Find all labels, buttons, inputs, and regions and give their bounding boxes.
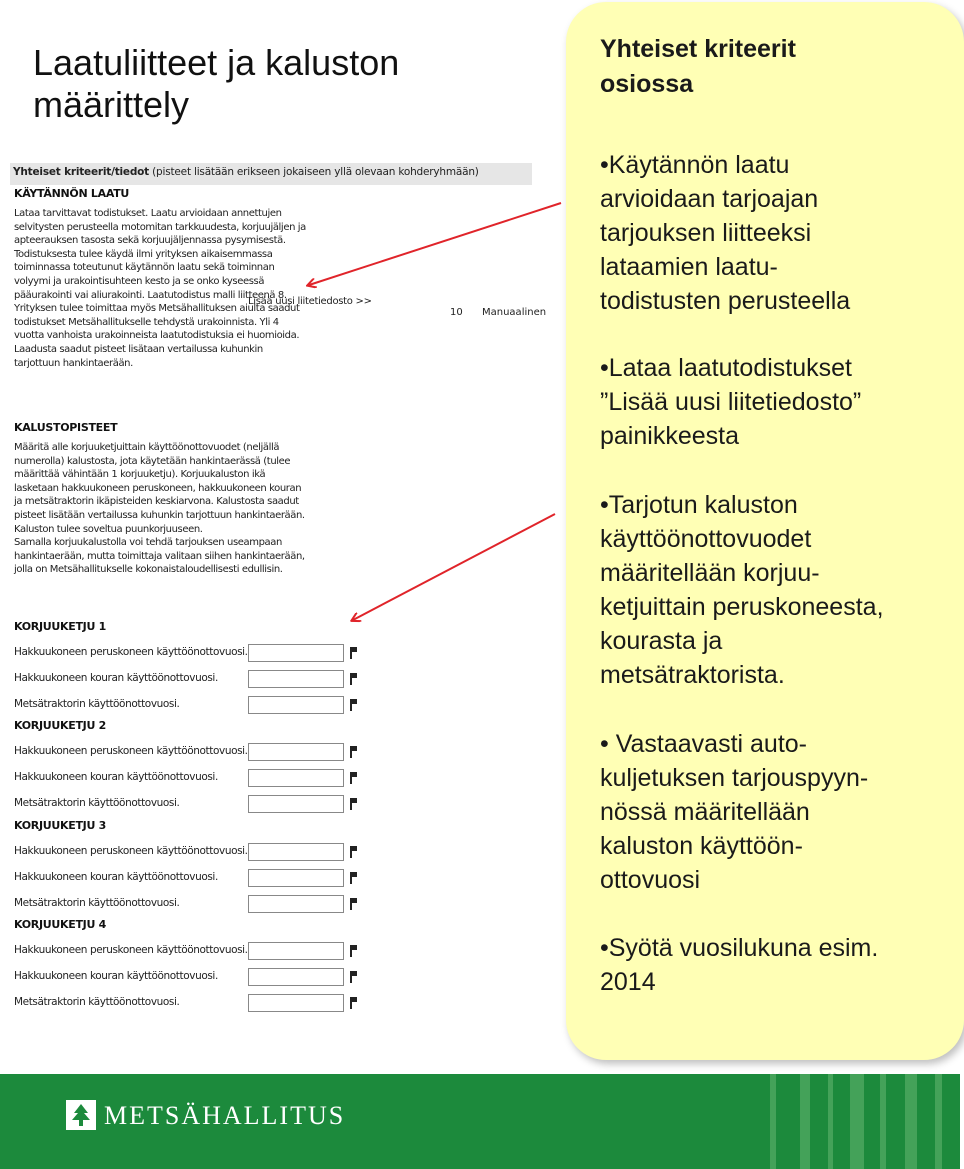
year-input[interactable] xyxy=(248,743,344,761)
callout-bullet-line: ”Lisää uusi liitetiedosto” xyxy=(600,388,862,416)
quality-text-line: Laadusta saadut pisteet lisätaan vertailussa kuhunkin xyxy=(14,343,263,355)
chain-title: KORJUUKETJU 4 xyxy=(14,918,106,931)
year-input[interactable] xyxy=(248,869,344,887)
year-input[interactable] xyxy=(248,769,344,787)
equipment-text-line: määrittää vähintään 1 korjuuketju). Korjuukaluston ikä xyxy=(14,469,266,481)
callout-bullet-line: arvioidaan tarjoajan xyxy=(600,185,819,213)
chain-row-label: Hakkuukoneen kouran käyttöönottovuosi. xyxy=(14,672,218,684)
flag-icon xyxy=(349,673,358,685)
quality-text-line: selvitysten perusteella motomitan tarkkuudesta, korjuujäljen ja xyxy=(14,221,306,233)
flag-icon xyxy=(349,997,358,1009)
callout-bullet-line: käyttöönottovuodet xyxy=(600,525,812,553)
equipment-text-line: lasketaan hakkuukoneen peruskoneen, hakkuukoneen kouran xyxy=(14,482,302,494)
callout-bullet-line: nössä määritellään xyxy=(600,798,810,826)
year-input[interactable] xyxy=(248,843,344,861)
callout-bullet-line: ottovuosi xyxy=(600,866,701,894)
flag-icon xyxy=(349,945,358,957)
callout-bullet-line: kourasta ja xyxy=(600,627,723,655)
year-input[interactable] xyxy=(248,895,344,913)
callout-bullet xyxy=(600,931,950,999)
callout-bullet-line: kuljetuksen tarjouspyyn- xyxy=(600,764,869,792)
chain-row-label: Hakkuukoneen peruskoneen käyttöönottovuosi. xyxy=(14,646,248,658)
quality-text-line: volyymi ja urakointisuhteen kesto ja se onko kyseessä xyxy=(14,275,265,287)
slide-title-line-1: Laatuliitteet ja kaluston xyxy=(33,42,400,83)
quality-text-line: tarjottuun hankintaerään. xyxy=(14,357,133,369)
callout-bullet-line: metsätraktorista. xyxy=(600,661,785,689)
equipment-text-line: Kaluston tulee soveltua puunkorjuuseen. xyxy=(14,523,203,535)
chain-title: KORJUUKETJU 2 xyxy=(14,719,106,732)
quality-text-line: Yrityksen tulee toimittaa myös Metsähallituksen aiulta saadut xyxy=(14,303,300,315)
chain-row-label: Metsätraktorin käyttöönottovuosi. xyxy=(14,897,180,909)
flag-icon xyxy=(349,898,358,910)
callout-bullet xyxy=(600,148,950,318)
callout-bullet xyxy=(600,351,950,453)
chain-title: KORJUUKETJU 1 xyxy=(14,620,106,633)
callout-title: Yhteiset kriteerit osiossa xyxy=(600,35,796,98)
equipment-text-line: pisteet lisätään vertailussa kuhunkin tarjottuun hankintaerään. xyxy=(14,509,305,521)
info-callout xyxy=(566,2,964,1060)
callout-bullet-line: kaluston käyttöön- xyxy=(600,832,803,860)
slide-title-line-2: määrittely xyxy=(33,84,190,125)
year-input[interactable] xyxy=(248,670,344,688)
equipment-text-line: Määritä alle korjuuketjuittain käyttöönottovuodet (neljällä xyxy=(14,442,280,453)
callout-bullet-line: tarjouksen liitteeksi xyxy=(600,219,812,247)
points-note: Manuaalinen xyxy=(482,307,547,318)
quality-text-line: apteerauksen tasosta sekä korjuujäljennassa pysymisestä. xyxy=(14,235,286,247)
flag-icon xyxy=(349,971,358,983)
section-quality-title: KÄYTÄNNÖN LAATU xyxy=(14,187,130,200)
equipment-text-line: jolla on Metsähallitukselle kokonaistaloudellisesti edullisin. xyxy=(14,564,283,576)
form-header-title: Yhteiset kriteerit/tiedot xyxy=(13,166,150,178)
chain-row-label: Hakkuukoneen kouran käyttöönottovuosi. xyxy=(14,771,218,783)
year-input[interactable] xyxy=(248,994,344,1012)
chain-row-label: Metsätraktorin käyttöönottovuosi. xyxy=(14,797,180,809)
chain-row-label: Hakkuukoneen kouran käyttöönottovuosi. xyxy=(14,871,218,883)
quality-text-line: pääurakointi vai aliurakointi. Laatutodistus malli liitteenä 8. xyxy=(14,289,287,301)
form-header-note: (pisteet lisätään erikseen jokaiseen yllä olevaan kohderyhmään) xyxy=(149,166,479,178)
slide-title xyxy=(33,42,553,126)
callout-bullet-line: painikkeesta xyxy=(600,422,739,450)
equipment-description xyxy=(14,441,305,577)
flag-icon xyxy=(349,746,358,758)
callout-bullet-line: •Tarjotun kaluston xyxy=(600,491,798,519)
quality-description xyxy=(14,207,306,370)
section-equipment-title: KALUSTOPISTEET xyxy=(14,421,118,434)
chain-row-label: Hakkuukoneen kouran käyttöönottovuosi. xyxy=(14,970,218,982)
callout-bullet-line: määritellään korjuu- xyxy=(600,559,820,587)
callout-bullet-line: •Lataa laatutodistukset xyxy=(600,354,852,382)
form-header xyxy=(10,163,532,185)
flag-icon xyxy=(349,872,358,884)
equipment-text-line: ja metsätraktorin ikäpisteiden keskiarvona. Kalustosta saadut xyxy=(14,496,299,508)
year-input[interactable] xyxy=(248,968,344,986)
chain-row-label: Metsätraktorin käyttöönottovuosi. xyxy=(14,996,180,1008)
add-attachment-link[interactable]: Lisää uusi liitetiedosto >> xyxy=(248,296,372,307)
year-input[interactable] xyxy=(248,795,344,813)
flag-icon xyxy=(349,647,358,659)
metsahallitus-logo-icon xyxy=(66,1100,96,1130)
callout-bullet-line: lataamien laatu- xyxy=(600,253,778,281)
points-value: 10 xyxy=(450,307,463,318)
equipment-text-line: hankintaerään, mutta toimittaja valitaan siihen hankintaerään, xyxy=(14,550,305,562)
quality-text-line: Todistuksesta tulee käydä ilmi yrityksen aikaisemmassa xyxy=(14,248,273,260)
quality-text-line: toiminnassa toteutunut käytännön laatu sekä toiminnan xyxy=(14,262,275,274)
chain-row-label: Metsätraktorin käyttöönottovuosi. xyxy=(14,698,180,710)
callout-bullet-line: •Käytännön laatu xyxy=(600,151,790,179)
footer-brand: METSÄHALLITUS xyxy=(104,1101,346,1130)
quality-text-line: todistukset Metsähallitukselle tehdystä urakoinnista. Yli 4 xyxy=(14,316,279,328)
flag-icon xyxy=(349,772,358,784)
callout-bullet-line: •Syötä vuosilukuna esim. xyxy=(600,934,879,962)
quality-text-line: Lataa tarvittavat todistukset. Laatu arvioidaan annettujen xyxy=(14,208,282,219)
callout-bullet-line: todistusten perusteella xyxy=(600,287,851,315)
callout-bullet-line: • Vastaavasti auto- xyxy=(600,730,808,758)
callout-bullet xyxy=(600,727,950,897)
flag-icon xyxy=(349,699,358,711)
equipment-text-line: Samalla korjuukalustolla voi tehdä tarjouksen useampaan xyxy=(14,537,282,549)
flag-icon xyxy=(349,798,358,810)
callout-bullet-line: ketjuittain peruskoneesta, xyxy=(600,593,884,621)
year-input[interactable] xyxy=(248,644,344,662)
footer-bar xyxy=(0,1074,960,1169)
callout-bullet xyxy=(600,488,950,692)
equipment-text-line: numerolla) kalustosta, jota käytetään hankintaerässä (tulee xyxy=(14,455,291,467)
chain-row-label: Hakkuukoneen peruskoneen käyttöönottovuosi. xyxy=(14,745,248,757)
chain-title: KORJUUKETJU 3 xyxy=(14,819,106,832)
chain-row-label: Hakkuukoneen peruskoneen käyttöönottovuosi. xyxy=(14,845,248,857)
callout-bullet-line: 2014 xyxy=(600,968,656,996)
quality-text-line: vuotta vanhoista urakoinneista laatutodistuksia ei huomioida. xyxy=(14,330,300,342)
form-screenshot xyxy=(10,163,547,1015)
year-input[interactable] xyxy=(248,942,344,960)
chain-row-label: Hakkuukoneen peruskoneen käyttöönottovuosi. xyxy=(14,944,248,956)
year-input[interactable] xyxy=(248,696,344,714)
flag-icon xyxy=(349,846,358,858)
